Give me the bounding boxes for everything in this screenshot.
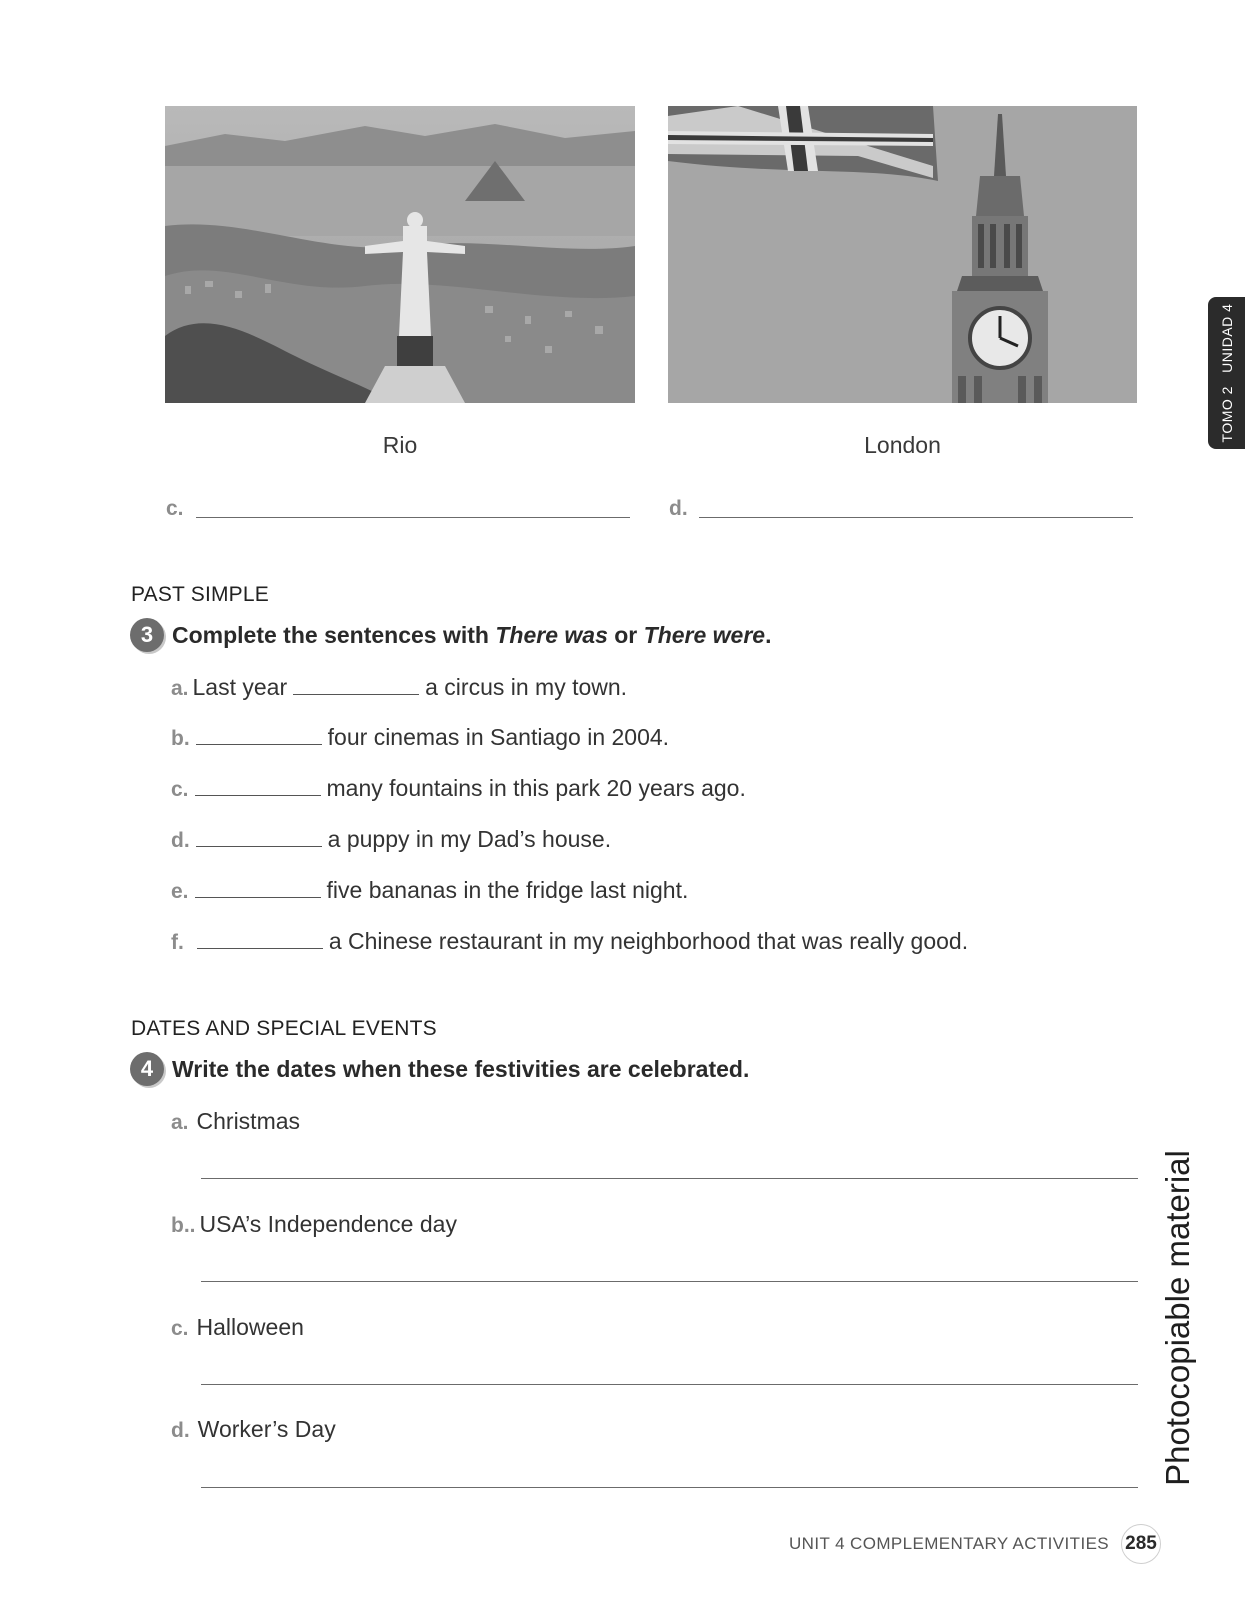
sentence-item [171,877,688,904]
sentence-after: a puppy in my Dad’s house. [327,826,612,852]
sentence-item [171,826,611,853]
picture-item-letter-d: d. [669,497,688,520]
answer-blank[interactable] [195,896,321,898]
item-letter: a. [171,677,189,700]
exercise-number-badge: 3 [130,618,164,652]
rio-photo [165,106,635,403]
item-letter: b.. [171,1214,196,1237]
festivity-name: USA’s Independence day [199,1211,457,1237]
answer-blank[interactable] [197,947,323,949]
sentence-after: a circus in my town. [425,674,628,700]
festivity-name: Christmas [196,1108,301,1134]
photocopiable-label: Photocopiable material [1159,1150,1196,1486]
item-letter: d. [171,829,190,852]
item-letter: e. [171,880,189,903]
picture-item-letter-c: c. [166,497,184,520]
sentence-after: five bananas in the fridge last night. [326,877,689,903]
festivity-answer-line[interactable] [201,1487,1138,1488]
unit-side-tab [1208,297,1245,449]
page-number: 285 [1121,1524,1161,1564]
item-letter: d. [171,1419,190,1442]
london-photo [668,106,1137,403]
unit-side-tab-label: TOMO 2 UNIDAD 4 [1218,303,1235,443]
festivity-answer-line[interactable] [201,1178,1138,1179]
sentence-after: a Chinese restaurant in my neighborhood that was really good. [328,928,969,954]
festivity-item [171,1416,336,1443]
sentence-item [171,724,669,751]
sentence-item [171,775,746,802]
instruction-text: Complete the sentences with There was or There were. [172,621,772,648]
footer-unit-title: UNIT 4 COMPLEMENTARY ACTIVITIES [789,1534,1110,1553]
answer-blank[interactable] [196,743,322,745]
exercise-3-instruction [130,618,771,652]
item-letter: a. [171,1111,189,1134]
sentence-item [171,674,627,701]
instruction-text: Write the dates when these festivities are celebrated. [172,1055,750,1082]
section-title-past-simple: PAST SIMPLE [131,583,269,606]
festivity-item [171,1211,457,1238]
london-caption: London [864,432,941,458]
sentence-after: four cinemas in Santiago in 2004. [327,724,670,750]
section-title-dates: DATES AND SPECIAL EVENTS [131,1017,437,1040]
answer-blank[interactable] [196,845,322,847]
festivity-answer-line[interactable] [201,1384,1138,1385]
answer-blank[interactable] [195,794,321,796]
festivity-item [171,1314,304,1341]
sentence-after: many fountains in this park 20 years ago. [326,775,746,801]
picture-answer-line-d[interactable] [699,517,1133,518]
sentence-item [171,928,968,955]
festivity-name: Halloween [196,1314,304,1340]
item-letter: c. [171,1317,189,1340]
festivity-item [171,1108,300,1135]
festivity-answer-line[interactable] [201,1281,1138,1282]
exercise-4-instruction [130,1052,749,1086]
item-letter: c. [171,778,189,801]
exercise-number-badge: 4 [130,1052,164,1086]
picture-answer-line-c[interactable] [196,517,630,518]
rio-caption: Rio [382,432,418,458]
item-letter: b. [171,727,190,750]
item-letter: f. [171,931,184,954]
festivity-name: Worker’s Day [197,1416,336,1442]
sentence-before: Last year [192,674,288,700]
answer-blank[interactable] [293,693,419,695]
